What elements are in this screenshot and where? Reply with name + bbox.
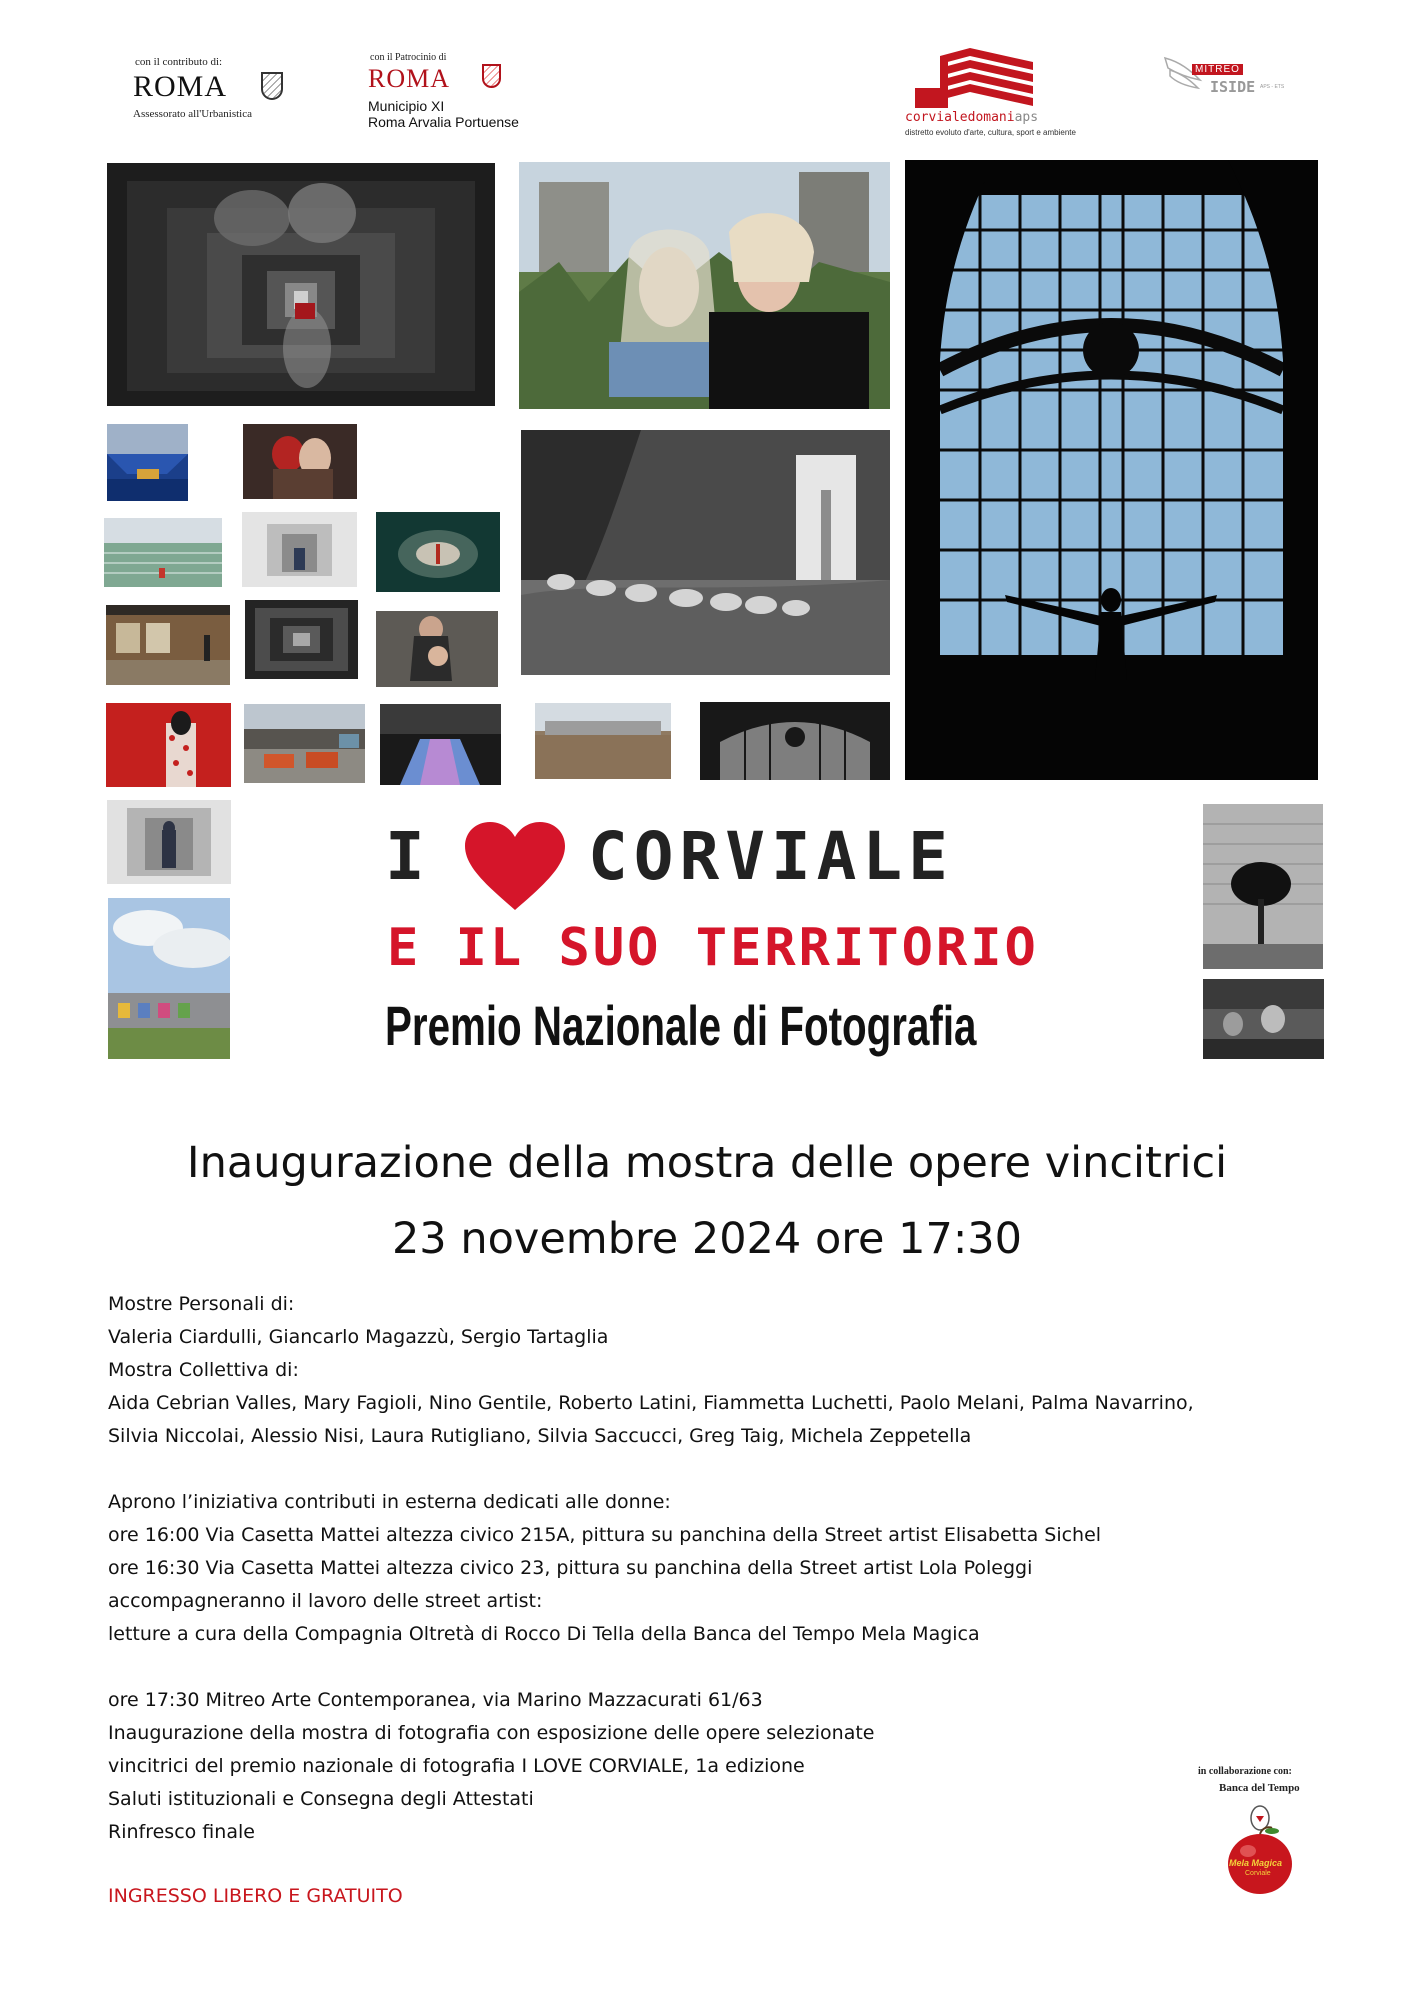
roma-wordmark: ROMA bbox=[133, 70, 228, 103]
roma-wordmark: ROMA bbox=[368, 64, 451, 93]
title-premio: Premio Nazionale di Fotografia bbox=[385, 994, 977, 1057]
corviale-domani-name bbox=[905, 110, 1038, 125]
sponsor-dept: Assessorato all'Urbanistica bbox=[133, 108, 252, 120]
ingresso-libero: INGRESSO LIBERO E GRATUITO bbox=[108, 1885, 403, 1907]
photo-window-bw bbox=[700, 702, 890, 780]
municipio-name: Roma Arvalia Portuense bbox=[368, 114, 519, 130]
accompagneranno-line: accompagneranno il lavoro delle street artist: bbox=[108, 1590, 543, 1612]
sponsor-corviale-domani bbox=[905, 48, 1085, 143]
heart-icon bbox=[465, 822, 565, 912]
photo-figure-doorway bbox=[107, 800, 231, 884]
photo-lobby bbox=[106, 605, 230, 685]
title-i: I bbox=[385, 818, 431, 895]
saluti-line: Saluti istituzionali e Consegna degli Attestati bbox=[108, 1788, 534, 1810]
photo-green-facade bbox=[104, 518, 222, 587]
photo-tunnel bbox=[107, 163, 495, 406]
ore-1600-line: ore 16:00 Via Casetta Mattei altezza civico 215A, pittura su panchina della Street artist Elisabetta Sichel bbox=[108, 1524, 1102, 1546]
photo-sheep-tower bbox=[521, 430, 890, 675]
sponsor-roma-municipio bbox=[368, 52, 568, 132]
photo-window-silhouette bbox=[905, 160, 1318, 780]
photo-blue-corridor bbox=[107, 424, 188, 501]
sponsor-mitreo bbox=[1160, 50, 1300, 110]
photo-palm-building bbox=[1203, 804, 1323, 969]
photo-women-embrace bbox=[243, 424, 357, 499]
roma-shield-icon bbox=[482, 64, 501, 88]
inaugurazione-line-1: Inaugurazione della mostra di fotografia con esposizione delle opere selezionate bbox=[108, 1722, 875, 1744]
mitreo-name: MITREO bbox=[1192, 64, 1243, 75]
photo-white-doorway bbox=[242, 512, 357, 587]
corviale-domani-tagline: distretto evoluto d'arte, cultura, sport e ambiente bbox=[905, 128, 1076, 137]
roma-shield-icon bbox=[261, 72, 283, 100]
title-territorio: E IL SUO TERRITORIO bbox=[387, 918, 1039, 978]
municipio-line: Municipio XI bbox=[368, 98, 445, 114]
ore-1630-line: ore 16:30 Via Casetta Mattei altezza civico 23, pittura su panchina della Street artist Lola Poleggi bbox=[108, 1557, 1033, 1579]
mitreo-sub: ISIDE bbox=[1210, 78, 1256, 96]
personali-names: Valeria Ciardulli, Giancarlo Magazzù, Sergio Tartaglia bbox=[108, 1326, 609, 1348]
photo-frames-corridor bbox=[245, 600, 358, 679]
aprono-line: Aprono l’iniziativa contributi in esterna dedicati alle donne: bbox=[108, 1491, 671, 1513]
collettiva-names-2: Silvia Niccolai, Alessio Nisi, Laura Rutigliano, Silvia Saccucci, Greg Taig, Michela Zeppetella bbox=[108, 1425, 972, 1447]
photo-orange-sofas bbox=[244, 704, 365, 783]
sponsor-intro: con il contributo di: bbox=[135, 56, 223, 68]
letture-line: letture a cura della Compagnia Oltretà di Rocco Di Tella della Banca del Tempo Mela Magica bbox=[108, 1623, 980, 1645]
apple-logo-icon bbox=[1220, 1796, 1300, 1896]
ore-1730-line: ore 17:30 Mitreo Arte Contemporanea, via Marino Mazzacurati 61/63 bbox=[108, 1689, 763, 1711]
rinfresco-line: Rinfresco finale bbox=[108, 1821, 255, 1843]
photo-sky-building bbox=[108, 898, 230, 1059]
title-corviale: CORVIALE bbox=[588, 818, 954, 895]
corviale-domani-suffix: aps bbox=[1014, 110, 1039, 125]
mitreo-suffix: APS - ETS bbox=[1260, 84, 1285, 90]
collettiva-names-1: Aida Cebrian Valles, Mary Fagioli, Nino Gentile, Roberto Latini, Fiammetta Luchetti, Paolo Melani, Palma Navarrino, bbox=[108, 1392, 1194, 1414]
sponsor-roma-urbanistica bbox=[133, 56, 293, 126]
banca-tempo-text: Banca del Tempo bbox=[1219, 1782, 1300, 1794]
mela-magica-logo bbox=[1205, 1782, 1315, 1902]
collab-label: in collaborazione con: bbox=[1198, 1766, 1292, 1777]
event-headline: Inaugurazione della mostra delle opere vincitrici bbox=[186, 1138, 1228, 1188]
photo-girl-with-baby bbox=[376, 611, 498, 687]
inaugurazione-line-2: vincitrici del premio nazionale di fotografia I LOVE CORVIALE, 1a edizione bbox=[108, 1755, 805, 1777]
corviale-domani-main: corvialedomani bbox=[905, 110, 1015, 125]
photo-building-field bbox=[535, 703, 671, 779]
corviale-building-logo-icon bbox=[915, 48, 1035, 110]
event-date: 23 novembre 2024 ore 17:30 bbox=[391, 1214, 1023, 1264]
photo-amphitheater bbox=[376, 512, 500, 592]
photo-red-wall bbox=[106, 703, 231, 787]
photo-two-girls bbox=[519, 162, 890, 409]
collettiva-label: Mostra Collettiva di: bbox=[108, 1359, 299, 1381]
personali-label: Mostre Personali di: bbox=[108, 1293, 295, 1315]
event-details bbox=[108, 1288, 1348, 1849]
mela-corviale-text: Corviale bbox=[1245, 1870, 1271, 1877]
mela-magica-text: Mela Magica bbox=[1229, 1858, 1283, 1868]
photo-people-bw bbox=[1203, 979, 1324, 1059]
sponsor-intro: con il Patrocinio di bbox=[370, 52, 447, 63]
photo-rainbow-corridor bbox=[380, 704, 501, 785]
